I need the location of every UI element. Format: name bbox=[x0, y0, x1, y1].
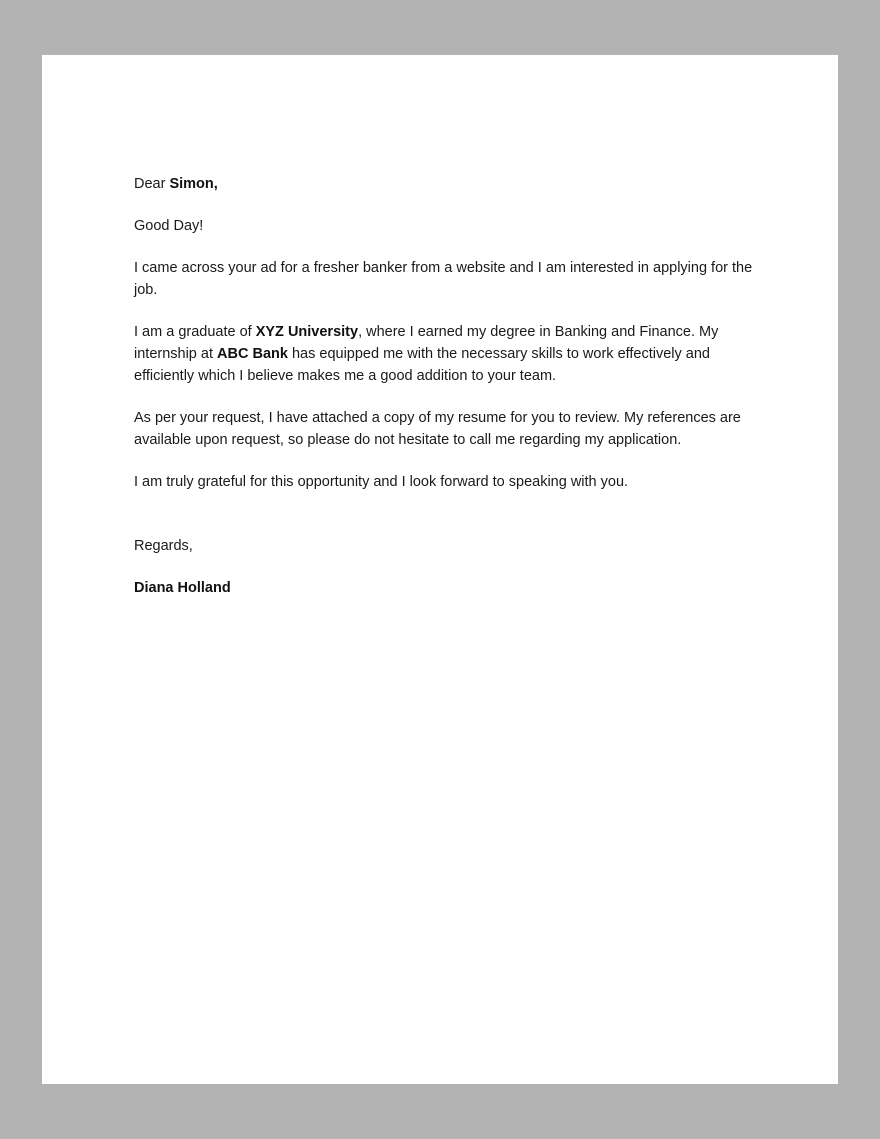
salutation bbox=[134, 173, 754, 195]
paragraph-gratitude: I am truly grateful for this opportunity and I look forward to speaking with you. bbox=[134, 474, 629, 490]
signature bbox=[134, 577, 754, 599]
paragraph-intro: I came across your ad for a fresher banker from a website and I am interested in applying for the job. bbox=[134, 260, 753, 298]
education-text-middle: , where I earned my degree in Banking and Finance. My internship at bbox=[134, 324, 719, 362]
recipient-name: Simon bbox=[169, 176, 214, 192]
document-page bbox=[42, 55, 838, 1084]
university-name: XYZ University bbox=[255, 324, 359, 340]
salutation-prefix: Dear bbox=[134, 176, 166, 192]
bank-name: ABC Bank bbox=[217, 346, 288, 362]
letter-body bbox=[134, 173, 754, 619]
greeting: Good Day! bbox=[134, 218, 204, 234]
education-text-before: I am a graduate of bbox=[134, 324, 252, 340]
paragraph-education bbox=[134, 321, 754, 387]
salutation-comma: , bbox=[213, 176, 218, 192]
closing: Regards, bbox=[134, 538, 193, 554]
signature-name: Diana Holland bbox=[134, 580, 231, 596]
paragraph-resume: As per your request, I have attached a copy of my resume for you to review. My references are available upon request, so please do not hesitate to call me regarding my application. bbox=[134, 410, 741, 448]
education-text-after: has equipped me with the necessary skills to work effectively and efficiently which I believe makes me a good addition to your team. bbox=[134, 346, 710, 384]
